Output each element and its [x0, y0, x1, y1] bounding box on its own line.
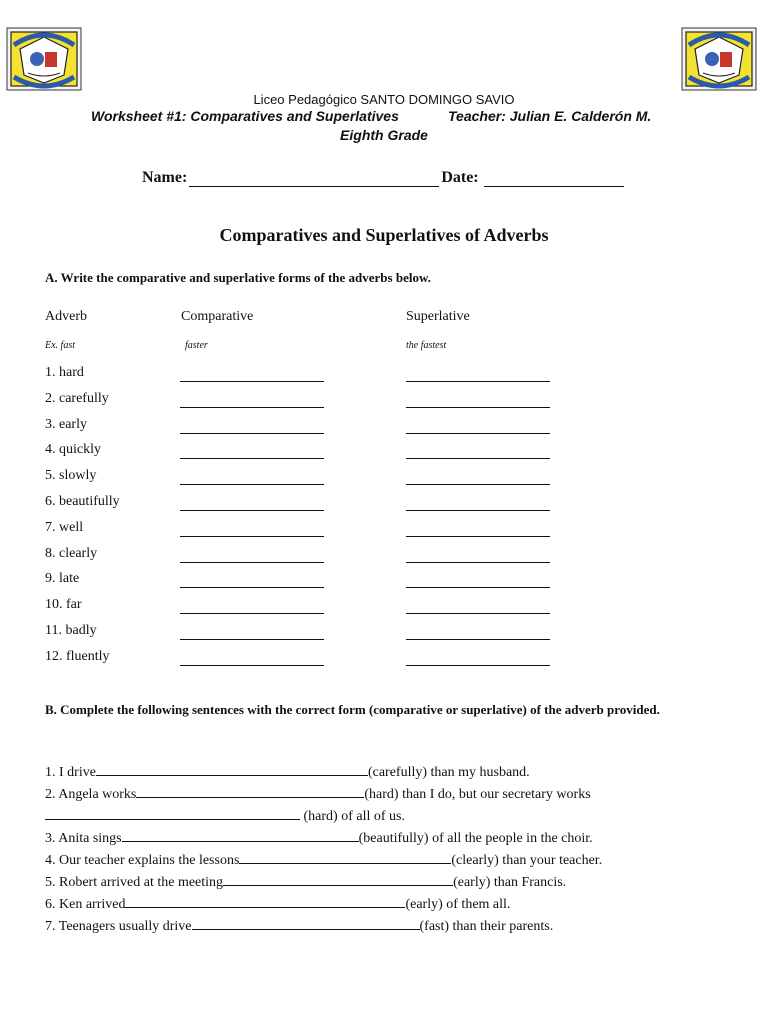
- answer-blank[interactable]: [192, 915, 420, 930]
- sentence-item: [45, 805, 405, 825]
- answer-blank[interactable]: [239, 849, 451, 864]
- adverb-row: [0, 571, 768, 591]
- worksheet-title: Worksheet #1: Comparatives and Superlatives: [91, 108, 399, 124]
- example-adverb: Ex. fast: [45, 340, 75, 351]
- comparative-answer-blank[interactable]: [180, 381, 324, 382]
- adverb-row: [0, 623, 768, 643]
- adverb-row: [0, 468, 768, 488]
- superlative-answer-blank[interactable]: [406, 381, 550, 382]
- sentence-end: (carefully) than my husband.: [367, 765, 530, 780]
- sentence-item: [45, 849, 602, 869]
- section-b-instruction: B. Complete the following sentences with the correct form (comparative or superlative) of the adverb provided.: [45, 702, 660, 717]
- adverb-row: [0, 494, 768, 514]
- adverb-label: 10. far: [45, 597, 82, 613]
- sentence-end: (clearly) than your teacher.: [451, 853, 603, 868]
- column-header-superlative: Superlative: [406, 309, 470, 324]
- adverb-label: 6. beautifully: [45, 494, 120, 509]
- adverb-row: [0, 365, 768, 385]
- example-superlative: the fastest: [406, 340, 447, 351]
- superlative-answer-blank[interactable]: [406, 484, 550, 485]
- sentence-item: [45, 783, 591, 803]
- comparative-answer-blank[interactable]: [180, 484, 324, 485]
- superlative-answer-blank[interactable]: [406, 587, 550, 588]
- answer-blank[interactable]: [122, 827, 359, 842]
- superlative-answer-blank[interactable]: [406, 536, 550, 537]
- sentence-end: (hard) of all of us.: [300, 809, 405, 824]
- adverb-label: 11. badly: [45, 623, 97, 638]
- sentence-start: 3. Anita sings: [45, 831, 122, 846]
- sentence-end: (hard) than I do, but our secretary works: [364, 787, 591, 802]
- comparative-answer-blank[interactable]: [180, 587, 324, 588]
- adverb-label: 7. well: [45, 519, 84, 535]
- comparative-answer-blank[interactable]: [180, 613, 324, 614]
- school-name: Liceo Pedagógico SANTO DOMINGO SAVIO: [253, 92, 515, 107]
- sentence-item: [45, 893, 510, 913]
- date-field[interactable]: [484, 169, 624, 187]
- grade-level: Eighth Grade: [340, 127, 428, 143]
- adverb-row: [0, 520, 768, 540]
- adverb-row: [0, 442, 768, 462]
- example-comparative: faster: [185, 340, 208, 351]
- adverb-label: 5. slowly: [45, 468, 97, 484]
- adverb-label: 8. clearly: [45, 545, 98, 561]
- comparative-answer-blank[interactable]: [180, 510, 324, 511]
- answer-blank[interactable]: [45, 805, 300, 820]
- section-a-instruction: A. Write the comparative and superlative forms of the adverbs below.: [45, 270, 431, 285]
- adverb-row: [0, 546, 768, 566]
- superlative-answer-blank[interactable]: [406, 665, 550, 666]
- sentence-end: (early) of them all.: [405, 897, 511, 912]
- answer-blank[interactable]: [96, 761, 368, 776]
- sentence-start: 6. Ken arrived: [45, 897, 126, 912]
- page-title: Comparatives and Superlatives of Adverbs: [219, 225, 549, 245]
- superlative-answer-blank[interactable]: [406, 510, 550, 511]
- name-label: Name:: [142, 169, 188, 186]
- teacher-name: Teacher: Julian E. Calderón M.: [448, 108, 652, 124]
- sentence-item: [45, 761, 530, 781]
- superlative-answer-blank[interactable]: [406, 407, 550, 408]
- sentence-end: (early) than Francis.: [453, 875, 567, 890]
- adverb-label: 4. quickly: [45, 442, 101, 458]
- superlative-answer-blank[interactable]: [406, 639, 550, 640]
- comparative-answer-blank[interactable]: [180, 407, 324, 408]
- comparative-answer-blank[interactable]: [180, 433, 324, 434]
- column-header-adverb: Adverb: [45, 309, 87, 324]
- comparative-answer-blank[interactable]: [180, 536, 324, 537]
- school-crest-right: [681, 27, 757, 91]
- sentence-start: 1. I drive: [45, 765, 96, 780]
- name-date-row: [142, 169, 624, 187]
- superlative-answer-blank[interactable]: [406, 613, 550, 614]
- superlative-answer-blank[interactable]: [406, 458, 550, 459]
- answer-blank[interactable]: [125, 893, 405, 908]
- comparative-answer-blank[interactable]: [180, 562, 324, 563]
- date-label: Date:: [441, 169, 479, 186]
- superlative-answer-blank[interactable]: [406, 562, 550, 563]
- school-crest-left: [6, 27, 82, 91]
- adverb-row: [0, 391, 768, 411]
- comparative-answer-blank[interactable]: [180, 639, 324, 640]
- adverb-row: [0, 417, 768, 437]
- adverb-label: 3. early: [45, 416, 87, 432]
- sentence-start: 5. Robert arrived at the meeting: [45, 875, 224, 890]
- superlative-answer-blank[interactable]: [406, 433, 550, 434]
- adverb-label: 1. hard: [45, 365, 84, 380]
- sentence-item: [45, 871, 566, 891]
- adverb-label: 9. late: [45, 571, 80, 587]
- answer-blank[interactable]: [223, 871, 453, 886]
- sentence-item: [45, 915, 553, 935]
- sentence-start: 4. Our teacher explains the lessons: [45, 853, 240, 868]
- comparative-answer-blank[interactable]: [180, 458, 324, 459]
- comparative-answer-blank[interactable]: [180, 665, 324, 666]
- sentence-end: (beautifully) of all the people in the choir.: [358, 831, 593, 846]
- name-field[interactable]: [189, 169, 439, 187]
- answer-blank[interactable]: [136, 783, 364, 798]
- sentence-start: 2. Angela works: [45, 787, 137, 802]
- sentence-start: 7. Teenagers usually drive: [45, 919, 192, 934]
- sentence-end: (fast) than their parents.: [419, 919, 554, 934]
- adverb-row: [0, 597, 768, 617]
- adverb-label: 12. fluently: [45, 648, 110, 664]
- adverb-row: [0, 649, 768, 669]
- sentence-item: [45, 827, 593, 847]
- adverb-label: 2. carefully: [45, 390, 109, 406]
- column-header-comparative: Comparative: [181, 309, 254, 324]
